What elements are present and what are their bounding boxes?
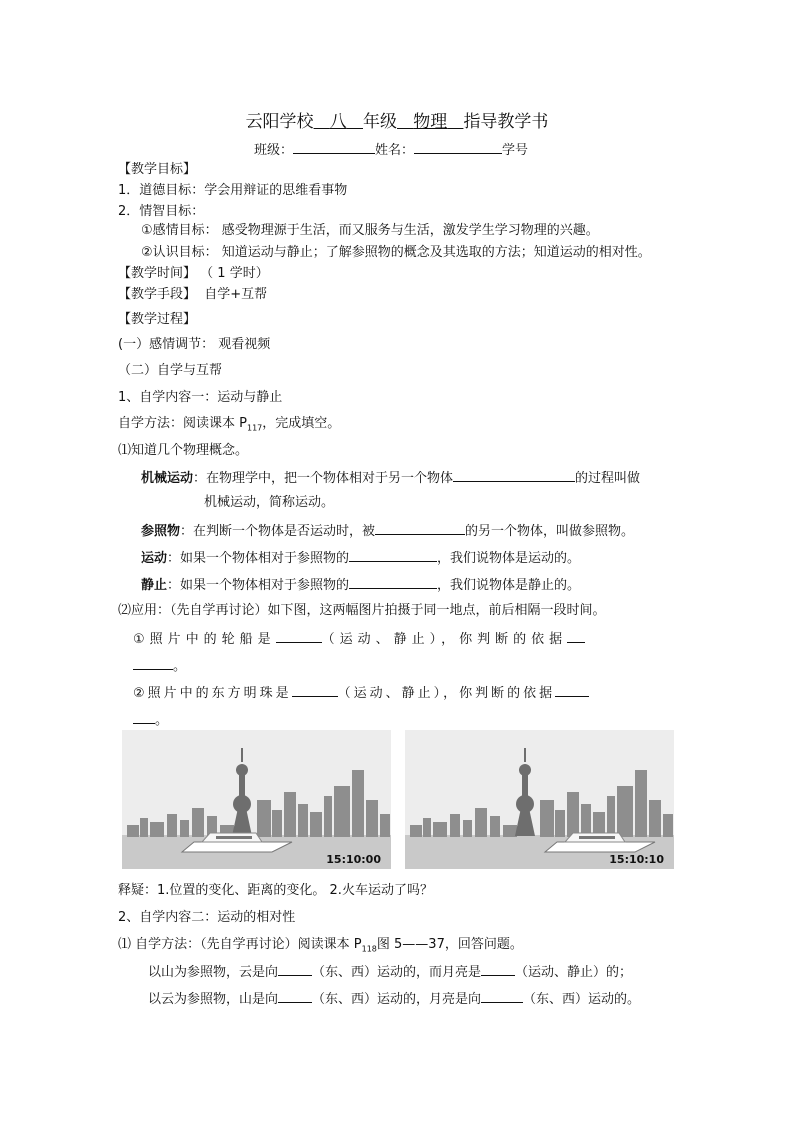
means-heading: 【教学手段】 bbox=[118, 287, 197, 302]
method-2: ⑴ 自学方法：（先自学再讨论）阅读课本 $P_{118}$图 5——37，回答问题。 bbox=[118, 937, 523, 954]
name-label: 姓名： bbox=[375, 143, 415, 158]
still-def: 静止：如果一个物体相对于参照物的 ，我们说物体是静止的。 bbox=[141, 575, 580, 595]
blank-still[interactable] bbox=[349, 575, 437, 589]
reference-object-def: 参照物：在判断一个物体是否运动时，被 的另一个物体，叫做参照物。 bbox=[141, 521, 634, 541]
name-field[interactable] bbox=[414, 140, 502, 154]
skyline-illustration-1 bbox=[122, 730, 391, 869]
means-row bbox=[118, 286, 267, 304]
application-1: ①照片中的轮船是 （运动、静止），你判断的依据 bbox=[133, 629, 585, 649]
photo-1 bbox=[122, 730, 391, 869]
cognitive-goal: ②认识目标： 知道运动与静止；了解参照物的概念及其选取的方法；知道运动的相对性。 bbox=[141, 245, 651, 260]
blank-moon-state[interactable] bbox=[481, 962, 515, 976]
goals-heading: 【教学目标】 bbox=[118, 162, 197, 177]
time-row bbox=[118, 265, 269, 283]
blank-reference[interactable] bbox=[375, 521, 465, 535]
blank-ship-reason-cont[interactable] bbox=[133, 656, 173, 670]
class-label: 班级： bbox=[254, 143, 294, 158]
term-still: 静止 bbox=[141, 578, 168, 593]
grade-suffix: 年级 bbox=[363, 112, 397, 132]
method-1: 自学方法：阅读课本 $P_{117}$，完成填空。 bbox=[118, 416, 341, 433]
intel-goal: 2．情智目标： bbox=[118, 204, 205, 219]
time-heading: 【教学时间】 bbox=[118, 266, 197, 281]
explanation: 释疑：1.位置的变化、距离的变化。 2.火车运动了吗？ bbox=[118, 883, 433, 898]
mechanical-motion-cont: 机械运动，简称运动。 bbox=[204, 495, 335, 510]
question-1: ⑴知道几个物理概念。 bbox=[118, 443, 249, 458]
section-2: （二）自学与互帮 bbox=[118, 363, 223, 378]
timestamp-2: 15:10:10 bbox=[609, 853, 664, 866]
blank-motion[interactable] bbox=[349, 548, 437, 562]
page-ref-118: 118 bbox=[361, 944, 377, 954]
mechanical-motion-def: 机械运动：在物理学中，把一个物体相对于另一个物体 的过程叫做 bbox=[141, 468, 640, 488]
process-heading: 【教学过程】 bbox=[118, 312, 197, 327]
relativity-line-2: 以云为参照物，山是向 （东、西）运动的，月亮是向 （东、西）运动的。 bbox=[148, 989, 640, 1009]
page-ref-117: 117 bbox=[246, 423, 263, 433]
term-motion: 运动 bbox=[141, 551, 168, 566]
page-title bbox=[0, 107, 794, 132]
school-name: 云阳学校 bbox=[245, 112, 314, 132]
skyline-illustration-2 bbox=[405, 730, 674, 869]
timestamp-1: 15:10:00 bbox=[326, 853, 381, 866]
motion-def: 运动：如果一个物体相对于参照物的 ，我们说物体是运动的。 bbox=[141, 548, 580, 568]
application-2: ②照片中的东方明珠是 （运动、静止），你判断的依据 bbox=[133, 683, 589, 703]
blank-tower-reason-cont[interactable] bbox=[133, 710, 155, 724]
blank-tower-reason[interactable] bbox=[555, 683, 589, 697]
content-1: 1、自学内容一：运动与静止 bbox=[118, 390, 283, 405]
grade-value: 八 bbox=[329, 112, 347, 132]
blank-cloud-direction[interactable] bbox=[278, 962, 312, 976]
emotion-goal: ①感情目标： 感受物理源于生活，而又服务与生活，激发学生学习物理的兴趣。 bbox=[141, 223, 599, 238]
doc-type: 指导教学书 bbox=[463, 112, 549, 132]
relativity-line-1: 以山为参照物，云是向 （东、西）运动的，而月亮是 （运动、静止）的； bbox=[148, 962, 632, 982]
section-1: (一）感情调节： 观看视频 bbox=[118, 337, 271, 352]
blank-ship-reason[interactable] bbox=[567, 629, 585, 643]
moral-goal: 1．道德目标：学会用辩证的思维看事物 bbox=[118, 183, 348, 198]
application-1-cont: 。 bbox=[133, 656, 186, 676]
blank-tower[interactable] bbox=[292, 683, 338, 697]
id-label: 学号 bbox=[502, 143, 529, 158]
time-value: （ 1 学时） bbox=[200, 266, 269, 281]
blank-moon-direction[interactable] bbox=[481, 989, 523, 1003]
student-info-row bbox=[254, 140, 528, 160]
term-reference-object: 参照物 bbox=[141, 524, 181, 539]
term-mechanical-motion: 机械运动 bbox=[141, 471, 194, 486]
blank-mechanical[interactable] bbox=[453, 468, 575, 482]
application-2-cont: 。 bbox=[133, 710, 168, 730]
subject-value: 物理 bbox=[413, 112, 448, 132]
question-2: ⑵应用：（先自学再讨论）如下图，这两幅图片拍摄于同一地点，前后相隔一段时间。 bbox=[118, 603, 606, 618]
blank-mountain-direction[interactable] bbox=[278, 989, 312, 1003]
photo-2 bbox=[405, 730, 674, 869]
means-value: 自学+互帮 bbox=[204, 287, 268, 302]
content-2: 2、自学内容二：运动的相对性 bbox=[118, 910, 296, 925]
class-field[interactable] bbox=[293, 140, 375, 154]
blank-ship[interactable] bbox=[276, 629, 322, 643]
